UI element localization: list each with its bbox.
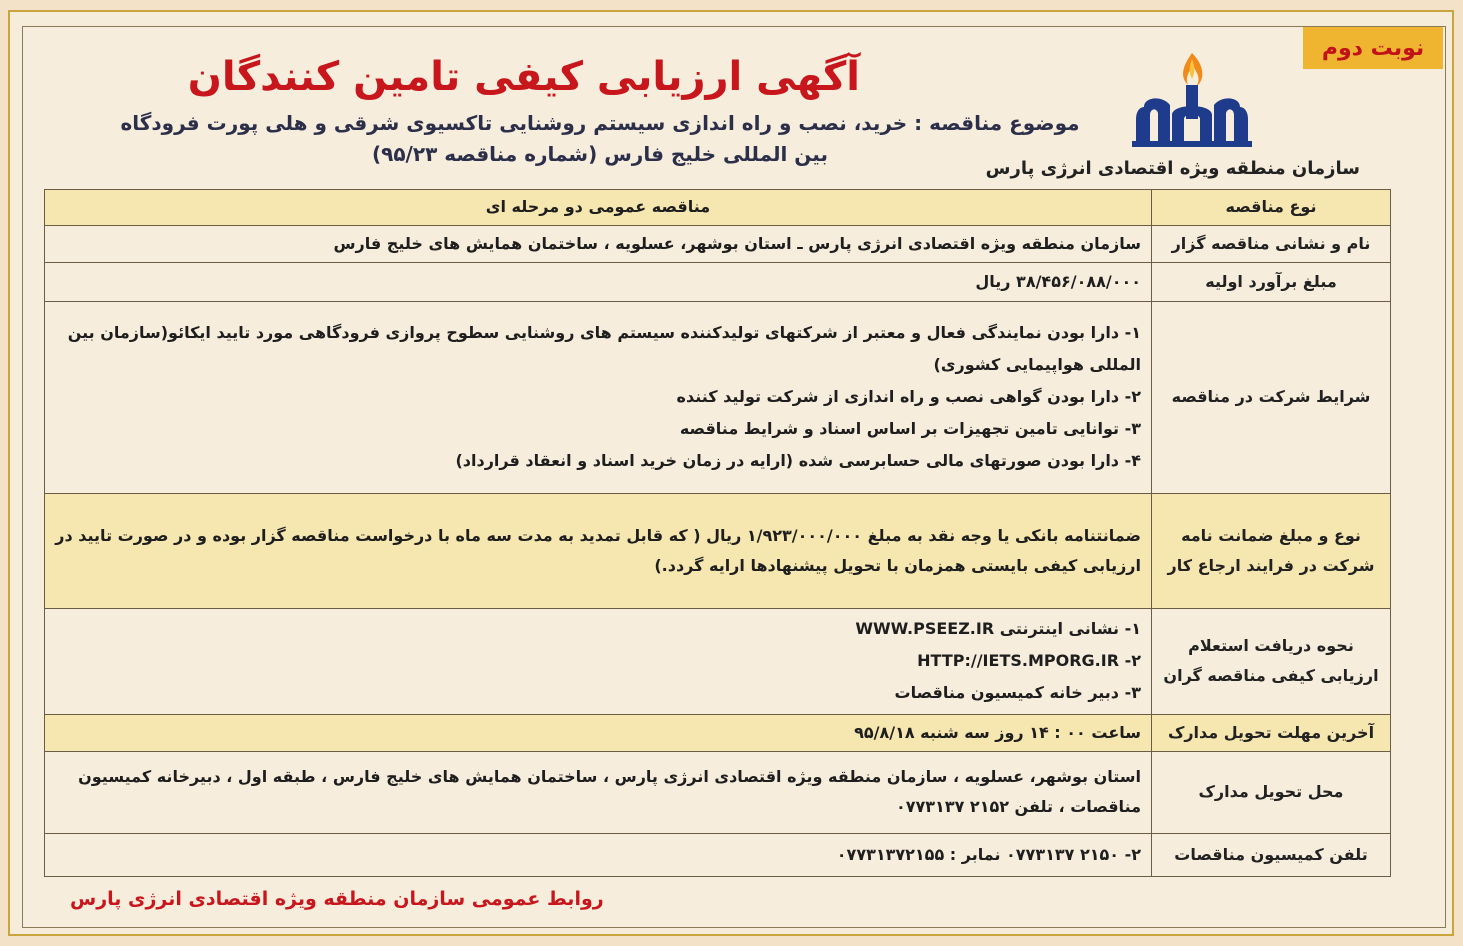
footer-public-relations: روابط عمومی سازمان منطقه ویژه اقتصادی انرژی پارس (70, 888, 604, 910)
condition-item: ۴- دارا بودن صورتهای مالی حسابرسی شده (ارایه در زمان خرید اسناد و انعقاد قرارداد) (455, 451, 1141, 471)
value-tenderer: سازمان منطقه ویژه اقتصادی انرژی پارس ـ استان بوشهر، عسلویه ، ساختمان همایش های خلیج فارس (45, 225, 1152, 262)
row-inquiry (45, 608, 1391, 714)
label-inquiry: نحوه دریافت استعلام ارزیابی کیفی مناقصه گران (1152, 608, 1391, 714)
organization-name: سازمان منطقه ویژه اقتصادی انرژی پارس (985, 158, 1360, 179)
condition-item: ۲- دارا بودن گواهی نصب و راه اندازی از شرکت تولید کننده (676, 387, 1141, 407)
label-deadline: آخرین مهلت تحویل مدارک (1152, 715, 1391, 752)
inquiry-item: ۲- HTTP://IETS.MPORG.IR (917, 651, 1141, 671)
condition-item: ۱- دارا بودن نمایندگی فعال و معتبر از شرکتهای تولیدکننده سیستم های روشنایی سطوح پروازی فرودگاهی مورد تایید ایکائو(سازمان بین المللی هواپیمایی کشوری) (67, 323, 1141, 375)
ad-title: آگهی ارزیابی کیفی تامین کنندگان (187, 54, 860, 100)
value-delivery-place: استان بوشهر، عسلویه ، سازمان منطقه ویژه اقتصادی انرژی پارس ، ساختمان همایش های خلیج فارس ، طبقه اول ، دبیرخانه کمیسیون مناقصات ، تلفن ۲۱۵۲ ۰۷۷۳۱۳۷ (45, 752, 1152, 834)
row-delivery-place (45, 752, 1391, 834)
row-guarantee (45, 494, 1391, 609)
label-tender-type: نوع مناقصه (1152, 190, 1391, 226)
value-deadline: ساعت ۰۰ : ۱۴ روز سه شنبه ۹۵/۸/۱۸ (45, 715, 1152, 752)
label-phone: تلفن کمیسیون مناقصات (1152, 833, 1391, 876)
value-guarantee: ضمانتنامه بانکی یا وجه نقد به مبلغ ۱/۹۲۳/۰۰۰/۰۰۰ ریال ( که قابل تمدید به مدت سه ماه با درخواست مناقصه گزار بوده و در صورت تایید در ارزیابی کیفی بایستی همزمان با تحویل پیشنهادها ارایه گردد.) (45, 494, 1152, 609)
label-tenderer: نام و نشانی مناقصه گزار (1152, 225, 1391, 262)
value-tender-type: مناقصه عمومی دو مرحله ای (45, 190, 1152, 226)
value-phone: ۲- ۲۱۵۰ ۰۷۷۳۱۳۷ نمابر : ۰۷۷۳۱۳۷۲۱۵۵ (45, 833, 1152, 876)
row-tender-type (45, 190, 1391, 226)
row-estimate (45, 262, 1391, 301)
label-guarantee: نوع و مبلغ ضمانت نامه شرکت در فرایند ارجاع کار (1152, 494, 1391, 609)
subject-line-2: بین المللی خلیج فارس (شماره مناقصه ۹۵/۲۳) (372, 142, 828, 166)
row-deadline (45, 715, 1391, 752)
label-delivery-place: محل تحویل مدارک (1152, 752, 1391, 834)
label-estimate: مبلغ برآورد اولیه (1152, 262, 1391, 301)
round-badge: نوبت دوم (1303, 27, 1443, 69)
row-tenderer (45, 225, 1391, 262)
value-estimate: ۳۸/۴۵۶/۰۸۸/۰۰۰ ریال (45, 262, 1152, 301)
tender-subject (60, 108, 1140, 170)
pseez-logo (1122, 45, 1262, 155)
subject-line-1: موضوع مناقصه : خرید، نصب و راه اندازی سیستم روشنایی تاکسیوی شرقی و هلی پورت فرودگاه (120, 111, 1080, 135)
value-conditions (45, 301, 1152, 493)
tender-details-table (44, 189, 1391, 877)
inquiry-item: ۱- نشانی اینترنتی WWW.PSEEZ.IR (855, 619, 1141, 639)
label-conditions: شرایط شرکت در مناقصه (1152, 301, 1391, 493)
row-phone (45, 833, 1391, 876)
condition-item: ۳- توانایی تامین تجهیزات بر اساس اسناد و شرایط مناقصه (679, 419, 1141, 439)
row-conditions (45, 301, 1391, 493)
inquiry-item: ۳- دبیر خانه کمیسیون مناقصات (894, 683, 1141, 703)
value-inquiry (45, 608, 1152, 714)
